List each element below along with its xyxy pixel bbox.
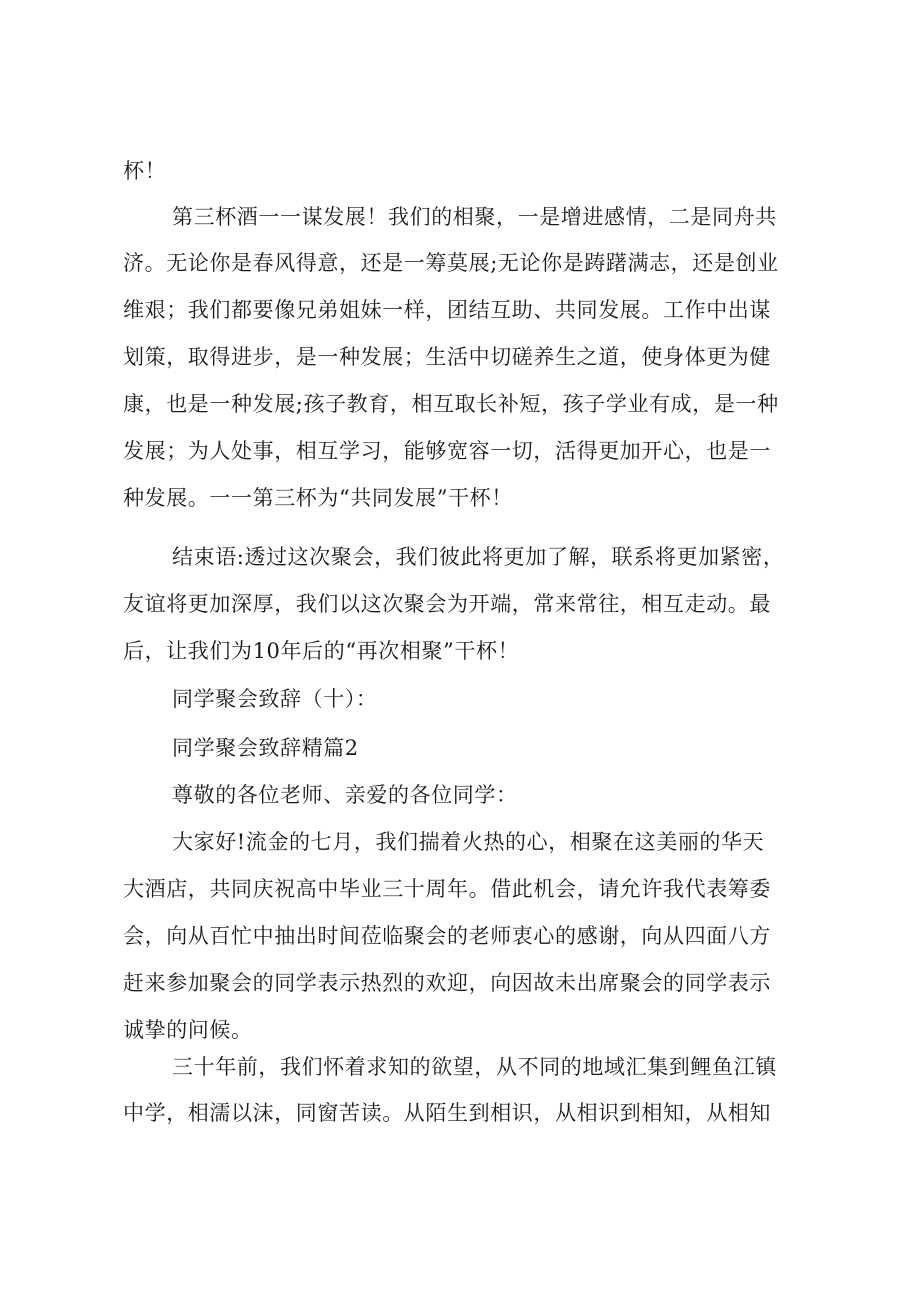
paragraph-line: 大家好!流金的七月，我们揣着火热的心，相聚在这美丽的华天 [172,830,765,854]
paragraph-line: 大酒店，共同庆祝高中毕业三十周年。借此机会，请允许我代表筹委 [123,877,771,901]
paragraph-line: 结束语:透过这次聚会，我们彼此将更加了解，联系将更加紧密， [172,545,785,569]
paragraph-line: 杯！ [123,159,167,183]
paragraph-line: 济。无论你是春风得意，还是一筹莫展;无论你是踌躇满志，还是创业 [123,251,779,275]
paragraph-line: 发展；为人处事，相互学习，能够宽容一切，活得更加开心，也是一 [123,439,771,463]
paragraph-line: 三十年前，我们怀着求知的欲望，从不同的地域汇集到鲤鱼江镇 [172,1055,777,1079]
paragraph-line: 中学，相濡以沫，同窗苦读。从陌生到相识，从相识到相知，从相知 [123,1101,771,1125]
paragraph-line: 诚挚的问候。 [123,1018,253,1042]
salutation: 尊敬的各位老师、亲爱的各位同学： [172,783,518,807]
paragraph-line: 维艰；我们都要像兄弟姐妹一样，团结互助、共同发展。工作中出谋 [123,298,771,322]
paragraph-line: 康，也是一种发展;孩子教育，相互取长补短，孩子学业有成，是一种 [123,392,779,416]
paragraph-line: 赶来参加聚会的同学表示热烈的欢迎，向因故未出席聚会的同学表示 [123,971,771,995]
paragraph-line: 划策，取得进步，是一种发展；生活中切磋养生之道，使身体更为健 [123,345,771,369]
paragraph-line: 第三杯酒一一谋发展！我们的相聚，一是增进感情，二是同舟共 [172,205,777,229]
paragraph-line: 种发展。一一第三杯为“共同发展”干杯！ [123,486,513,510]
section-title: 同学聚会致辞精篇2 [172,736,359,760]
section-heading: 同学聚会致辞（十）： [172,687,378,711]
paragraph-line: 后，让我们为10年后的“再次相聚”干杯！ [123,639,520,663]
paragraph-line: 友谊将更加深厚，我们以这次聚会为开端，常来常往，相互走动。最 [123,592,771,616]
paragraph-line: 会，向从百忙中抽出时间莅临聚会的老师衷心的感谢，向从四面八方 [123,924,771,948]
